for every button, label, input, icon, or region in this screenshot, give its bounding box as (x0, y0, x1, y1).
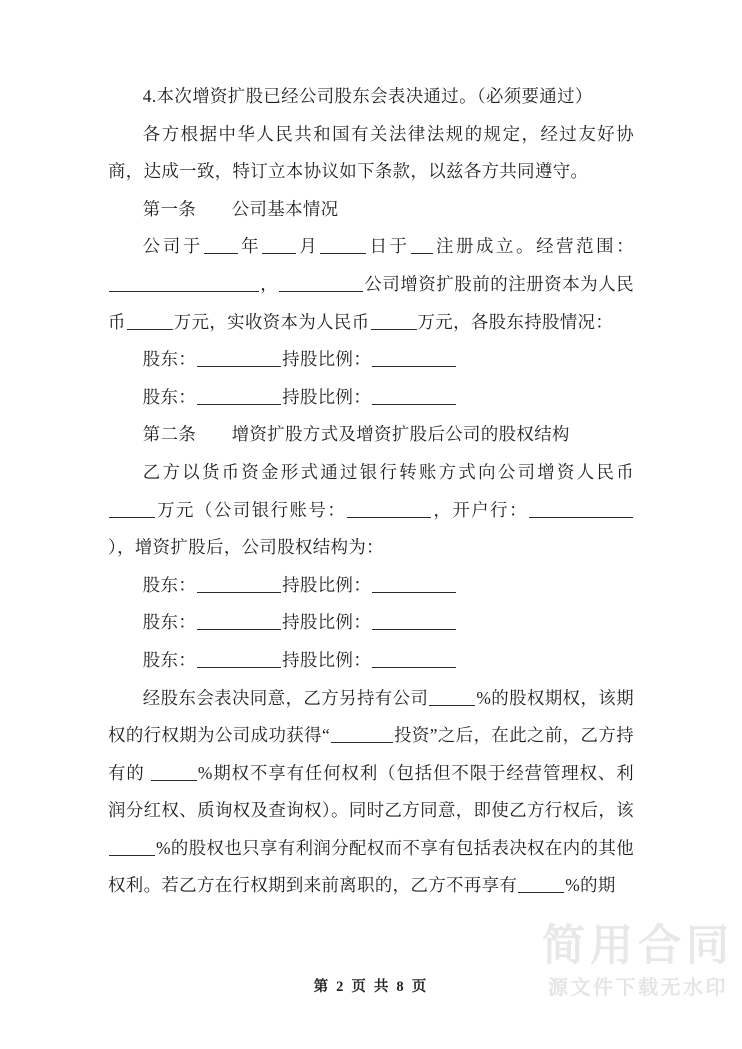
blank-forfeit-percent[interactable] (518, 877, 564, 893)
clause-1-text-i: 万元，各股东持股情况： (417, 311, 614, 332)
blank-shareholding-ratio[interactable] (372, 577, 456, 593)
option-rights-paragraph (108, 680, 634, 906)
blank-paidin-capital[interactable] (371, 314, 417, 330)
blank-shareholder-name[interactable] (197, 389, 281, 405)
blank-shareholder-name[interactable] (197, 614, 281, 630)
blank-year[interactable] (204, 238, 238, 254)
blank-bank-account[interactable] (347, 502, 431, 518)
clause-2-heading (108, 416, 634, 454)
clause-1-text-a: 公司于 (142, 236, 203, 257)
shareholder-label: 股东： (142, 574, 197, 595)
shareholding-ratio-label: 持股比例： (282, 386, 372, 407)
clause-1-number: 第一条 (142, 198, 197, 219)
clause-1-text-g: 公司增资扩股前的注册资本为人民币 (108, 273, 634, 332)
option-text-d: %期权不享有任何权利（包括但不限于经营管理权、利润分红权、质询权及查询权）。同时乙方同意，即使乙方行权后，该 (108, 762, 634, 821)
option-text-b: %的股权期权，该期权的行权期为公司成功获得“ (108, 687, 634, 746)
shareholder-row (108, 604, 634, 642)
blank-month[interactable] (262, 238, 296, 254)
clause-1-text-f: ， (260, 273, 279, 294)
page-number-footer: 第 2 页 共 8 页 (313, 979, 429, 995)
clause-2-number: 第二条 (142, 424, 197, 445)
blank-bank-branch[interactable] (529, 502, 633, 518)
clause-1-heading (108, 191, 634, 229)
blank-registered-capital[interactable] (127, 314, 173, 330)
clause-2-body (108, 454, 634, 567)
option-text-e: %的股权也只享有利润分配权而不享有包括表决权在内的其他权利。若乙方在行权期到来前离职的，乙方不再享有 (108, 837, 634, 896)
clause-1-gap (196, 199, 232, 219)
paragraph-item-4 (108, 78, 634, 116)
shareholder-row (108, 341, 634, 379)
blank-shareholding-ratio[interactable] (372, 389, 456, 405)
blank-registration-place[interactable] (411, 238, 433, 254)
blank-shareholder-name[interactable] (197, 577, 281, 593)
blank-option-percent[interactable] (429, 690, 475, 706)
blank-shareholder-name[interactable] (197, 351, 281, 367)
shareholding-ratio-label: 持股比例： (282, 349, 372, 370)
blank-increase-amount[interactable] (109, 502, 155, 518)
clause-1-body (108, 228, 634, 341)
shareholding-ratio-label: 持股比例： (282, 649, 372, 670)
clause-1-text-e: 注册成立。经营范围： (433, 236, 634, 257)
shareholder-label: 股东： (142, 386, 197, 407)
shareholder-row (108, 642, 634, 680)
blank-held-option-percent[interactable] (151, 765, 197, 781)
paragraph-preamble (108, 116, 634, 191)
shareholder-row (108, 379, 634, 417)
blank-investment-round[interactable] (331, 727, 393, 743)
clause-1-text-b: 年 (238, 236, 262, 257)
blank-shareholding-ratio[interactable] (372, 652, 456, 668)
shareholder-label: 股东： (142, 612, 197, 633)
blank-shareholding-ratio[interactable] (372, 614, 456, 630)
shareholder-label: 股东： (142, 649, 197, 670)
blank-shareholding-ratio[interactable] (372, 351, 456, 367)
document-body (108, 78, 634, 905)
option-text-f: %的期 (565, 875, 616, 896)
clause-1-title: 公司基本情况 (231, 198, 339, 219)
shareholder-row (108, 567, 634, 605)
blank-shareholder-name[interactable] (197, 652, 281, 668)
blank-day[interactable] (320, 238, 366, 254)
option-text-a: 经股东会表决同意，乙方另持有公司 (142, 687, 429, 708)
blank-business-scope[interactable] (109, 276, 259, 292)
clause-1-text-d: 日于 (367, 236, 410, 257)
watermark-main-text: 简用合同 (542, 921, 734, 971)
item-4-text: 4.本次增资扩股已经公司股东会表决通过。（必须要通过） (142, 86, 593, 106)
clause-2-text-c: ，开户行： (432, 499, 528, 520)
clause-2-gap (196, 424, 232, 444)
blank-company-name[interactable] (279, 276, 363, 292)
clause-1-text-h: 万元，实收资本为人民币 (173, 311, 370, 332)
shareholder-label: 股东： (142, 349, 197, 370)
watermark-sub-text: 源文件下载无水印 (548, 975, 728, 999)
option-text-c: 投资”之后，在此之前，乙方持有的 (108, 725, 634, 783)
preamble-text: 各方根据中华人民共和国有关法律法规的规定，经过友好协商，达成一致，特订立本协议如下条款，以兹各方共同遵守。 (108, 123, 634, 182)
clause-2-text-b: 万元（公司银行账号： (156, 499, 347, 520)
shareholding-ratio-label: 持股比例： (282, 612, 372, 633)
clause-1-text-c: 月 (297, 236, 320, 257)
shareholding-ratio-label: 持股比例： (282, 574, 372, 595)
blank-equity-percent[interactable] (109, 840, 155, 856)
clause-2-text-a: 乙方以货币资金形式通过银行转账方式向公司增资人民币 (142, 461, 634, 482)
clause-2-title: 增资扩股方式及增资扩股后公司的股权结构 (231, 424, 570, 445)
clause-2-text-d: ），增资扩股后，公司股权结构为： (108, 537, 384, 558)
